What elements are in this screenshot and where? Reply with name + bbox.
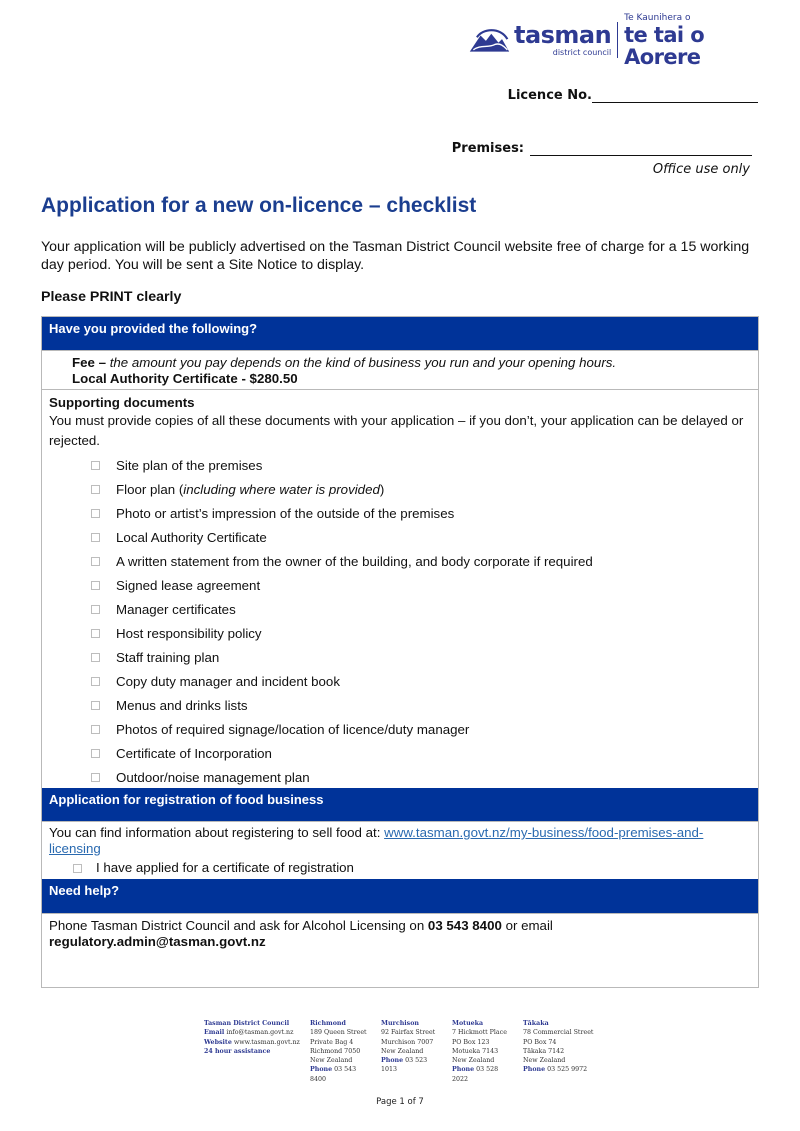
fee-cell [42,350,758,389]
supporting-docs-list [49,453,751,789]
checklist-item[interactable] [49,669,751,693]
licence-input-line[interactable] [592,89,758,103]
checkbox[interactable] [91,749,100,758]
checklist-item-label: Certificate of Incorporation [116,745,272,761]
footer-office-takaka: Tākaka 78 Commercial Street PO Box 74 Tākaka 7142 New Zealand Phone 03 525 9972 [523,1020,594,1074]
premises-label: Premises: [451,141,524,156]
checkbox[interactable] [91,629,100,638]
intro-text: Your application will be publicly advertised on the Tasman District Council website free of charge for a 15 working day period. You will be sent a Site Notice to display. [41,239,750,273]
logo-maori-name: te tai o Aorere [624,22,705,69]
fee-description: the amount you pay depends on the kind of business you run and your opening hours. [109,355,617,370]
council-logo [468,12,770,69]
checkbox[interactable] [91,461,100,470]
checklist-item[interactable] [49,501,751,525]
food-business-header: Application for registration of food business [42,788,758,821]
checkbox[interactable] [91,557,100,566]
checklist-item-label: Manager certificates [116,601,236,617]
checkbox[interactable] [91,701,100,710]
footer-office-motueka: Motueka 7 Hickmott Place PO Box 123 Motueka 7143 New Zealand Phone 03 528 2022 [452,1020,507,1083]
checklist-item-label: Local Authority Certificate [116,529,267,545]
help-cell: Phone Tasman District Council and ask for Alcohol Licensing on 03 543 8400 or email regulatory.admin@tasman.govt.nz [42,913,758,987]
checklist-item[interactable] [49,765,751,789]
checklist-item[interactable] [49,453,751,477]
checklist-item-label: Site plan of the premises [116,457,263,473]
checklist-item-label: Photos of required signage/location of licence/duty manager [116,721,470,737]
logo-subtitle: district council [552,48,612,57]
logo-divider [617,22,618,58]
checklist-item-label: Photo or artist’s impression of the outside of the premises [116,505,455,521]
footer-office-murchison: Murchison 92 Fairfax Street Murchison 7007 New Zealand Phone 03 523 1013 [381,1020,436,1074]
checkbox[interactable] [91,725,100,734]
checklist-item[interactable] [49,477,751,501]
checklist-item[interactable] [49,597,751,621]
checkbox[interactable] [91,533,100,542]
footer-contacts [204,1019,603,1084]
checklist-item-label: Host responsibility policy [116,625,262,641]
premises-input-line[interactable] [530,142,752,156]
checklist-header: Have you provided the following? [42,317,758,350]
office-use-note: Office use only [652,162,750,177]
checklist-item-label: Copy duty manager and incident book [116,673,340,689]
checklist-item[interactable] [49,717,751,741]
checklist-item-label: Floor plan (including where water is provided) [116,481,385,497]
checklist-item[interactable] [49,549,751,573]
supporting-documents-cell [42,389,758,788]
supporting-docs-description: You must provide copies of all these documents with your application – if you don’t, your application can be delayed or rejected. [49,413,744,448]
checklist-item[interactable] [49,621,751,645]
food-info-text: You can find information about registering to sell food at: [49,825,385,840]
help-phone: 03 543 8400 [427,918,502,933]
help-header: Need help? [42,879,758,913]
checkbox[interactable] [91,509,100,518]
food-registration-label: I have applied for a certificate of registration [96,860,354,875]
checklist-item[interactable] [49,693,751,717]
footer-council: Tasman District Council Email info@tasman.govt.nz Website www.tasman.govt.nz 24 hour assistance [204,1020,300,1055]
supporting-docs-title: Supporting documents [49,395,195,410]
logo-name: tasman [513,21,612,49]
checklist-item-label: Menus and drinks lists [116,697,248,713]
checklist-item-label: Outdoor/noise management plan [116,769,310,785]
checklist-item[interactable] [49,645,751,669]
mountain-logo-icon [468,25,511,55]
food-info-link[interactable]: www.tasman.govt.nz/my-business/food-premises-and-licensing [49,825,704,856]
checklist-item[interactable] [49,741,751,765]
checklist-item[interactable] [49,525,751,549]
fee-certificate: Local Authority Certificate - $280.50 [72,371,298,386]
checkbox[interactable] [91,653,100,662]
footer-office-richmond: Richmond 189 Queen Street Private Bag 4 Richmond 7050 New Zealand Phone 03 543 8400 [310,1020,367,1083]
checklist-item-label: A written statement from the owner of the building, and body corporate if required [116,553,593,569]
checkbox[interactable] [91,581,100,590]
food-registration-item[interactable] [49,860,751,876]
help-email[interactable]: regulatory.admin@tasman.govt.nz [49,934,266,949]
premises-field [452,141,752,156]
checklist-item[interactable] [49,573,751,597]
checklist-item-label: Signed lease agreement [116,577,261,593]
checklist-table [41,316,759,988]
checkbox[interactable] [73,864,82,873]
checkbox[interactable] [91,773,100,782]
fee-label: Fee – [72,355,107,370]
print-notice: Please PRINT clearly [41,289,182,305]
page-number: Page 1 of 7 [376,1097,424,1107]
food-business-cell [42,821,758,879]
checkbox[interactable] [91,485,100,494]
licence-number-field [508,88,758,103]
help-text: Phone Tasman District Council and ask for Alcohol Licensing on [49,918,428,933]
licence-label: Licence No. [507,88,592,103]
page-title: Application for a new on-licence – checklist [41,194,477,217]
logo-maori-prefix: Te Kaunihera o [624,12,691,23]
checklist-item-label: Staff training plan [116,649,220,665]
checkbox[interactable] [91,677,100,686]
checkbox[interactable] [91,605,100,614]
